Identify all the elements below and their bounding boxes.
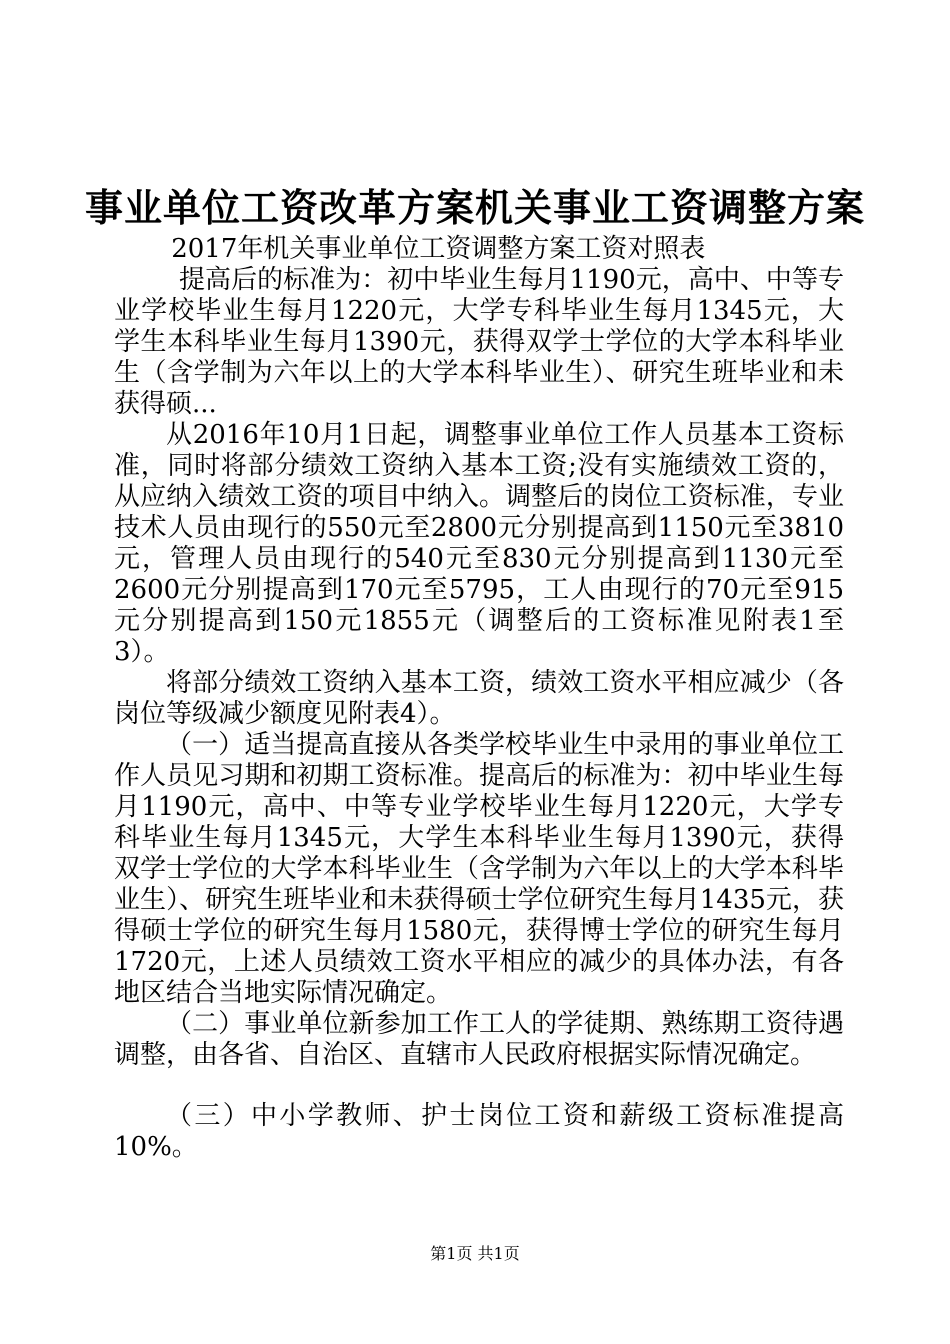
paragraph-item-two: （二）事业单位新参加工作工人的学徒期、熟练期工资待遇调整，由各省、自治区、直辖市人民政府根据实际情况确定。 — [114, 1009, 844, 1070]
page-footer: 第1页 共1页 — [430, 1244, 520, 1263]
paragraph-performance-pay: 将部分绩效工资纳入基本工资，绩效工资水平相应减少（各岗位等级减少额度见附表4）。 — [114, 668, 844, 729]
document-subtitle: 2017年机关事业单位工资调整方案工资对照表 — [171, 234, 706, 264]
paragraph-item-three: （三）中小学教师、护士岗位工资和薪级工资标准提高10%。 — [114, 1101, 844, 1162]
paragraph-basic-salary-adjustment: 从2016年10月1日起，调整事业单位工作人员基本工资标准，同时将部分绩效工资纳入基本工资;没有实施绩效工资的，从应纳入绩效工资的项目中纳入。调整后的岗位工资标准，专业技术人员由现行的550元至2800元分别提高到1150元至3810元，管理人员由现行的540元至830元分别提高到1130元至2600元分别提高到170元至5795，工人由现行的70元至915元分别提高到150元1855元（调整后的工资标准见附表1至3）。 — [114, 420, 844, 667]
document-body — [114, 234, 844, 1163]
paragraph-entry-standards: 提高后的标准为：初中毕业生每月1190元，高中、中等专业学校毕业生每月1220元，大学专科毕业生每月1345元，大学生本科毕业生每月1390元，获得双学士学位的大学本科毕业生（含学制为六年以上的大学本科毕业生）、研究生班毕业和未获得硕... — [114, 265, 844, 419]
document-title: 事业单位工资改革方案机关事业工资调整方案 — [84, 186, 865, 230]
paragraph-item-one: （一）适当提高直接从各类学校毕业生中录用的事业单位工作人员见习期和初期工资标准。提高后的标准为：初中毕业生每月1190元，高中、中等专业学校毕业生每月1220元，大学专科毕业生每月1345元，大学生本科毕业生每月1390元，获得双学士学位的大学本科毕业生（含学制为六年以上的大学本科毕业生）、研究生班毕业和未获得硕士学位研究生每月1435元，获得硕士学位的研究生每月1580元，获得博士学位的研究生每月1720元，上述人员绩效工资水平相应的减少的具体办法，有各地区结合当地实际情况确定。 — [114, 730, 844, 1008]
